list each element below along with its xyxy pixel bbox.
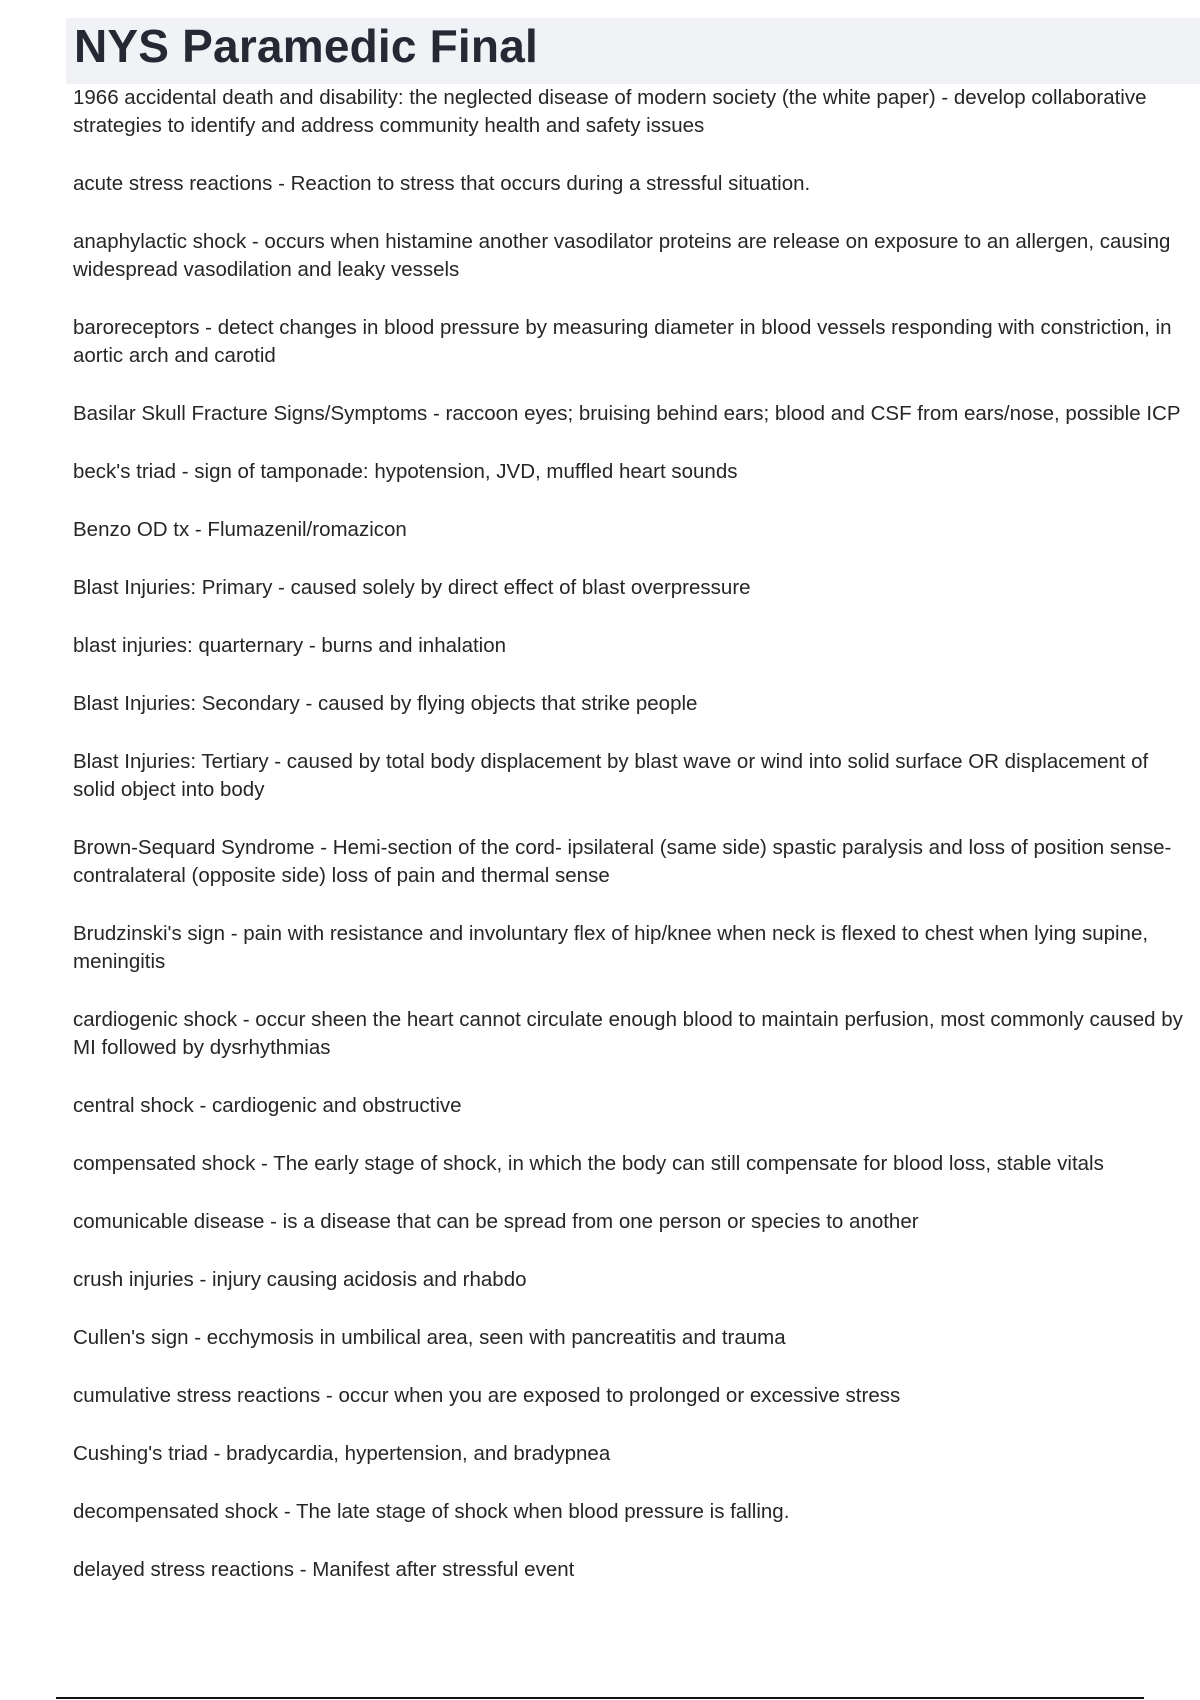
term-entry: Cullen's sign - ecchymosis in umbilical area, seen with pancreatitis and trauma [73, 1326, 786, 1349]
page-title: NYS Paramedic Final [74, 20, 538, 72]
term-entry: Blast Injuries: Tertiary - caused by total body displacement by blast wave or wind into solid surface OR displacement of solid object into body [73, 750, 1149, 801]
term-entry: cardiogenic shock - occur sheen the heart cannot circulate enough blood to maintain perfusion, most commonly caused by MI followed by dysrhythmias [73, 1008, 1183, 1059]
term-entry: anaphylactic shock - occurs when histamine another vasodilator proteins are release on exposure to an allergen, causing widespread vasodilation and leaky vessels [73, 230, 1171, 281]
term-entry: compensated shock - The early stage of shock, in which the body can still compensate for blood loss, stable vitals [73, 1152, 1104, 1175]
term-entry: decompensated shock - The late stage of shock when blood pressure is falling. [73, 1500, 790, 1523]
term-entry: 1966 accidental death and disability: the neglected disease of modern society (the white paper) - develop collaborative strategies to identify and address community health and safety issues [73, 86, 1147, 137]
bottom-divider [56, 1697, 1144, 1699]
term-entry: delayed stress reactions - Manifest after stressful event [73, 1558, 575, 1581]
term-entry: blast injuries: quarternary - burns and inhalation [73, 634, 507, 657]
term-entry: acute stress reactions - Reaction to stress that occurs during a stressful situation. [73, 172, 811, 195]
term-entry: Basilar Skull Fracture Signs/Symptoms - raccoon eyes; bruising behind ears; blood and CSF from ears/nose, possible ICP [73, 402, 1181, 425]
term-entry: Benzo OD tx - Flumazenil/romazicon [73, 518, 407, 541]
term-entry: Brown-Sequard Syndrome - Hemi-section of the cord- ipsilateral (same side) spastic paralysis and loss of position sense- contralateral (opposite side) loss of pain and thermal sense [73, 836, 1172, 887]
term-entry: Blast Injuries: Primary - caused solely by direct effect of blast overpressure [73, 576, 751, 599]
term-entry: Cushing's triad - bradycardia, hypertension, and bradypnea [73, 1442, 611, 1465]
term-entry: Blast Injuries: Secondary - caused by flying objects that strike people [73, 692, 698, 715]
term-list [73, 84, 1193, 1614]
term-entry: baroreceptors - detect changes in blood pressure by measuring diameter in blood vessels responding with constriction, in aortic arch and carotid [73, 316, 1172, 367]
term-entry: cumulative stress reactions - occur when you are exposed to prolonged or excessive stress [73, 1384, 901, 1407]
term-entry: beck's triad - sign of tamponade: hypotension, JVD, muffled heart sounds [73, 460, 738, 483]
term-entry: central shock - cardiogenic and obstructive [73, 1094, 462, 1117]
term-entry: crush injuries - injury causing acidosis and rhabdo [73, 1268, 527, 1291]
term-entry: Brudzinski's sign - pain with resistance and involuntary flex of hip/knee when neck is flexed to chest when lying supine, meningitis [73, 922, 1149, 973]
term-entry: comunicable disease - is a disease that can be spread from one person or species to another [73, 1210, 919, 1233]
